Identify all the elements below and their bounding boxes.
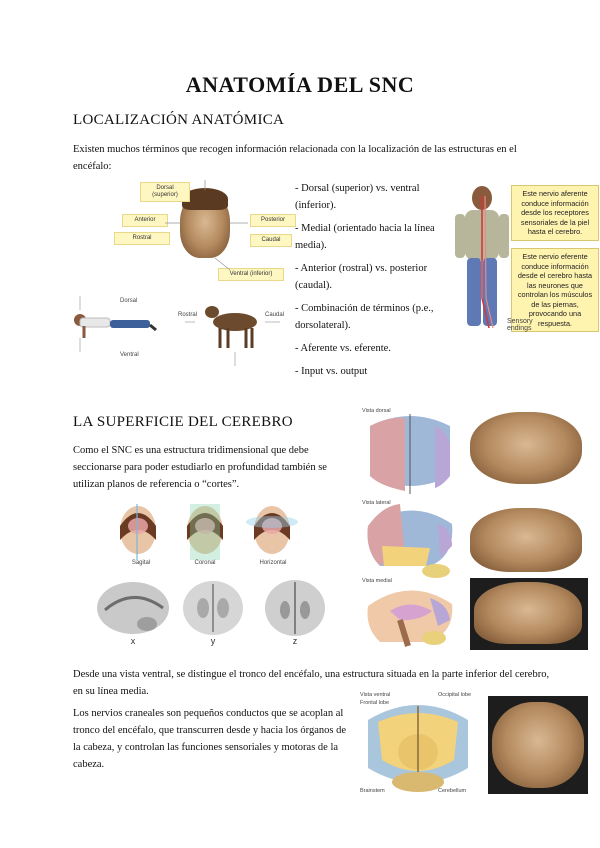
body-orientation-figure (60, 292, 292, 370)
ventral-view-diagram (358, 690, 478, 798)
ventral-brain-shape (358, 690, 478, 798)
label-dorsal: Dorsal (superior) (140, 182, 190, 202)
term-dorsal: - Dorsal (superior) vs. ventral (inferior). (295, 183, 420, 211)
label-vista-lateral: Vista lateral (362, 500, 391, 506)
brain-sections-figure (95, 578, 335, 648)
label-cerebellum: Cerebellum (438, 788, 467, 794)
brain-photo-medial (470, 578, 588, 650)
plane-label-x: x (130, 636, 136, 646)
term-aferente: - Aferente vs. eferente. (295, 343, 391, 354)
dog-figure (205, 306, 257, 348)
intro-paragraph: Existen muchos términos que recogen información relacionada con la localización de las estructuras en el encéfalo: (73, 144, 517, 172)
plane-label-y: y (210, 636, 216, 646)
brain-sections (95, 578, 335, 638)
term-anterior: - Anterior (rostral) vs. posterior (caudal). (295, 263, 428, 291)
lateral-view (368, 504, 453, 578)
human-nerve-figure (445, 178, 515, 338)
brain-lobe-diagrams (360, 406, 462, 651)
afferent-efferent-figure (445, 178, 595, 338)
head-orientation-figure (110, 178, 292, 288)
human-pushup-figure (74, 314, 156, 338)
section-heading-superficie: LA SUPERFICIE DEL CEREBRO (73, 414, 293, 430)
callout-efferent: Este nervio eferente conduce información desde el cerebro hasta las neurones que controlan los músculos de las piernas, provocando una respuesta. (511, 248, 599, 332)
body-figures (60, 292, 292, 370)
label-body-ventral: Ventral (120, 352, 139, 358)
label-frontal: Frontal lobe (360, 700, 390, 706)
planes-paragraph: Como el SNC es una estructura tridimensional que debe seccionarse para poder estudiarlo en profundidad también se utilizan planos de referencia o “cortes”. (73, 445, 327, 490)
brain-photo-ventral (488, 696, 588, 794)
caption-horizontal: Horizontal (259, 560, 287, 566)
brain-photo-lateral (470, 508, 582, 572)
ventral-paragraph: Desde una vista ventral, se distingue el tronco del encéfalo, una estructura situada en la parte inferior del cerebro, en su línea media. (73, 669, 550, 697)
section-heading-localizacion: LOCALIZACIÓN ANATÓMICA (73, 112, 285, 128)
label-ventral: Ventral (inferior) (218, 268, 284, 281)
plane-heads-figure (110, 500, 300, 570)
brain-photo-ventral-inner (492, 702, 584, 788)
medial-view (368, 590, 453, 646)
term-combinacion: - Combinación de términos (p.e., dorsolateral). (295, 303, 434, 331)
brain-photo-dorsal (470, 412, 582, 484)
label-vista-ventral: Vista ventral (360, 692, 391, 698)
label-vista-dorsal: Vista dorsal (362, 408, 391, 414)
label-rostral: Rostral (114, 232, 170, 245)
label-vista-medial: Vista medial (362, 578, 392, 584)
orientation-arrows (110, 178, 292, 288)
cranial-nerves-paragraph: Los nervios craneales son pequeños conductos que se acoplan al tronco del encéfalo, que transcurren desde y hacia los órganos de la cabeza, y controlan las funciones sensoriales y motoras de la cabeza. (73, 708, 346, 770)
caption-coronal: Coronal (194, 560, 216, 566)
brain-views-diagram (360, 406, 462, 651)
page-title: ANATOMÍA DEL SNC (185, 72, 415, 97)
label-occipital: Occipital lobe (438, 692, 472, 698)
callout-afferent: Este nervio aferente conduce información desde los receptores sensoriales de la piel hasta el cerebro. (511, 185, 599, 241)
label-body-dorsal: Dorsal (120, 298, 138, 304)
label-anterior: Anterior (122, 214, 168, 227)
term-list (295, 180, 445, 386)
caption-sagital: Sagital (131, 560, 151, 566)
sensory-endings-caption: Sensory endings (507, 318, 533, 332)
label-brainstem: Brainstem (360, 788, 385, 794)
plane-label-z: z (292, 636, 298, 646)
dorsal-view (370, 414, 450, 494)
term-input: - Input vs. output (295, 366, 368, 377)
term-medial: - Medial (orientado hacia la línea media). (295, 223, 435, 251)
label-body-rostral: Rostral (178, 312, 198, 318)
label-body-caudal: Caudal (265, 312, 285, 318)
brain-photo-medial-inner (474, 582, 582, 644)
label-caudal: Caudal (250, 234, 292, 247)
label-posterior: Posterior (250, 214, 296, 227)
